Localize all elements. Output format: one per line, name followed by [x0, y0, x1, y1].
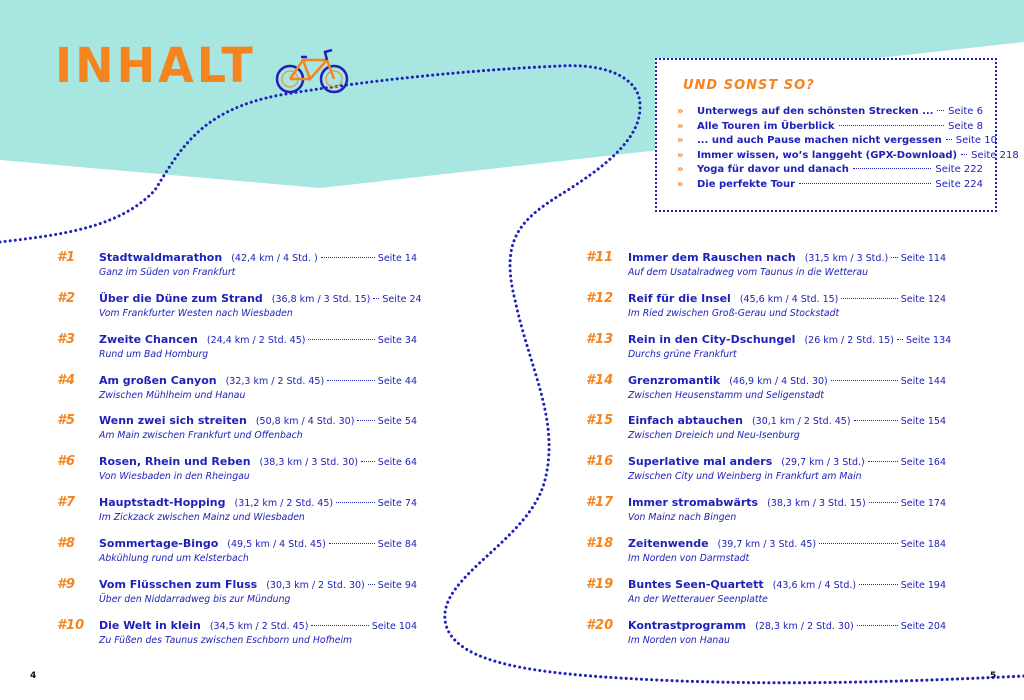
tour-distance: (49,5 km / 4 Std. 45): [227, 539, 326, 550]
chevron-right-icon: »: [677, 149, 684, 161]
leader-dots: [937, 110, 944, 111]
tour-subtitle: Im Norden von Darmstadt: [628, 553, 750, 564]
tour-distance: (46,9 km / 4 Std. 30): [729, 376, 828, 387]
tour-number: #20: [586, 618, 614, 633]
tour-number: #12: [586, 291, 614, 306]
tour-number: #3: [57, 332, 76, 347]
tour-distance: (32,3 km / 2 Std. 45): [225, 376, 325, 387]
tour-line: [99, 578, 417, 591]
tour-entry[interactable]: [57, 332, 417, 370]
tour-title: Sommertage-Bingo: [99, 537, 219, 550]
leader-dots: [799, 183, 931, 184]
tour-title: Am großen Canyon: [99, 374, 217, 387]
tour-distance: (45,6 km / 4 Std. 15): [739, 294, 839, 305]
tour-subtitle: Zwischen Dreieich und Neu-Isenburg: [628, 430, 800, 441]
bicycle-icon: [275, 45, 351, 97]
tour-entry[interactable]: [586, 495, 946, 533]
tour-page: Seite 24: [382, 294, 422, 305]
extra-contents-item[interactable]: [677, 106, 983, 121]
tour-entry[interactable]: [57, 291, 422, 329]
tour-number: #11: [586, 250, 614, 265]
tour-subtitle: Von Wiesbaden in den Rheingau: [99, 471, 250, 482]
item-title: Immer wissen, wo’s langgeht (GPX-Download): [697, 149, 958, 161]
leader-dots: [946, 139, 952, 140]
tour-number: #16: [586, 454, 614, 469]
extra-contents-item[interactable]: [677, 179, 983, 194]
leader-dots: [854, 420, 898, 421]
tour-distance: (28,3 km / 2 Std. 30): [755, 621, 854, 632]
tour-page: Seite 134: [905, 335, 952, 346]
tour-distance: (36,8 km / 3 Std. 15): [271, 294, 371, 305]
tour-distance: (42,4 km / 4 Std. ): [231, 253, 318, 264]
leader-dots: [321, 257, 375, 258]
chevron-right-icon: »: [677, 106, 684, 117]
tour-entry[interactable]: [57, 577, 417, 615]
tour-distance: (30,3 km / 2 Std. 30): [266, 580, 365, 591]
leader-dots: [819, 543, 898, 544]
tour-subtitle: Am Main zwischen Frankfurt und Offenbach: [99, 430, 303, 441]
tour-title: Über die Düne zum Strand: [99, 292, 263, 305]
tour-subtitle: Abkühlung rund um Kelsterbach: [99, 553, 249, 564]
tour-line: [628, 251, 946, 264]
tour-subtitle: Rund um Bad Homburg: [99, 349, 209, 360]
tour-line: [99, 292, 422, 305]
tour-title: Rosen, Rhein und Reben: [99, 455, 251, 468]
tour-subtitle: Im Ried zwischen Groß-Gerau und Stockstadt: [628, 308, 840, 319]
tour-number: #19: [586, 577, 614, 592]
tour-line: [99, 333, 417, 346]
tour-page: Seite 64: [377, 457, 417, 468]
tour-number: #10: [57, 618, 85, 633]
tour-distance: (29,7 km / 3 Std.): [781, 457, 865, 468]
tour-title: Immer dem Rauschen nach: [628, 251, 796, 264]
tour-page: Seite 94: [377, 580, 417, 591]
tour-line: [99, 374, 417, 387]
tour-entry[interactable]: [57, 250, 417, 288]
tour-page: Seite 194: [900, 580, 946, 591]
item-title: Unterwegs auf den schönsten Strecken ...: [697, 106, 934, 117]
tour-line: [628, 537, 946, 550]
item-page: Seite 224: [935, 178, 983, 190]
page-number-right: 5: [990, 671, 997, 681]
tour-title: Hauptstadt-Hopping: [99, 496, 226, 509]
tour-title: Stadtwaldmarathon: [99, 251, 223, 264]
tour-line: [628, 619, 946, 632]
extra-contents-item[interactable]: [677, 121, 983, 136]
extra-contents-box: [655, 58, 1019, 212]
tour-page: Seite 204: [900, 621, 946, 632]
tour-title: Einfach abtauchen: [628, 414, 743, 427]
tour-page: Seite 104: [371, 621, 417, 632]
tour-entry[interactable]: [57, 536, 417, 574]
tour-page: Seite 144: [900, 376, 946, 387]
leader-dots: [357, 420, 374, 421]
tour-number: #17: [586, 495, 614, 510]
tour-distance: (24,4 km / 2 Std. 45): [206, 335, 306, 346]
tour-distance: (43,6 km / 4 Std.): [772, 580, 857, 591]
tour-line: [628, 578, 946, 591]
tour-entry[interactable]: [586, 332, 952, 370]
extra-contents-item[interactable]: [677, 135, 997, 150]
tour-line: [99, 537, 417, 550]
extra-contents-title: UND SONST SO?: [683, 78, 815, 93]
leader-dots: [853, 168, 932, 169]
tour-number: #2: [57, 291, 76, 306]
leader-dots: [368, 584, 375, 585]
tour-title: Immer stromabwärts: [628, 496, 759, 509]
leader-dots: [327, 380, 375, 381]
tour-line: [99, 619, 417, 632]
leader-dots: [839, 125, 945, 126]
tour-number: #14: [586, 373, 614, 388]
tour-entry[interactable]: [57, 413, 417, 451]
tour-subtitle: Zwischen Mühlheim und Hanau: [99, 390, 246, 401]
tour-subtitle: Auf dem Usatalradweg vom Taunus in die Wetterau: [628, 267, 868, 278]
tour-line: [99, 414, 417, 427]
tour-title: Die Welt in klein: [99, 619, 201, 632]
item-title: Yoga für davor und danach: [697, 164, 849, 176]
tour-line: [99, 496, 417, 509]
tour-page: Seite 174: [900, 498, 946, 509]
tour-entry[interactable]: [586, 291, 946, 329]
tour-line: [628, 292, 946, 305]
tour-page: Seite 164: [900, 457, 946, 468]
tour-entry[interactable]: [586, 454, 946, 492]
tour-number: #15: [586, 413, 614, 428]
tour-line: [628, 455, 946, 468]
tour-page: Seite 54: [377, 416, 417, 427]
tour-number: #13: [586, 332, 614, 347]
tour-subtitle: Zwischen City und Weinberg in Frankfurt am Main: [628, 471, 862, 482]
tour-entry[interactable]: [586, 536, 946, 574]
tour-number: #18: [586, 536, 614, 551]
extra-contents-list: [677, 106, 1019, 194]
tour-entry[interactable]: [57, 373, 417, 411]
leader-dots: [857, 625, 898, 626]
tour-distance: (38,3 km / 3 Std. 15): [767, 498, 866, 509]
tour-title: Grenzromantik: [628, 374, 721, 387]
item-title: ... und auch Pause machen nicht vergessen: [697, 135, 942, 147]
leader-dots: [859, 584, 898, 585]
tour-subtitle: Vom Frankfurter Westen nach Wiesbaden: [99, 308, 293, 319]
tour-number: #9: [57, 577, 76, 592]
tour-page: Seite 154: [900, 416, 946, 427]
tour-entry[interactable]: [586, 250, 946, 288]
leader-dots: [831, 380, 898, 381]
tour-distance: (34,5 km / 2 Std. 45): [209, 621, 309, 632]
tour-line: [628, 333, 952, 346]
tour-entry[interactable]: [57, 495, 417, 533]
item-title: Alle Touren im Überblick: [697, 120, 835, 132]
tour-page: Seite 124: [900, 294, 946, 305]
page-title: INHALT: [55, 36, 256, 94]
tour-entry[interactable]: [586, 618, 946, 656]
tour-title: Reif für die Insel: [628, 292, 731, 305]
tour-subtitle: Im Norden von Hanau: [628, 635, 730, 646]
tour-distance: (31,5 km / 3 Std.): [804, 253, 889, 264]
leader-dots: [308, 339, 374, 340]
tour-subtitle: Über den Niddarradweg bis zur Mündung: [99, 594, 291, 605]
leader-dots: [868, 461, 898, 462]
tour-line: [628, 496, 946, 509]
tour-line: [99, 251, 417, 264]
tour-page: Seite 184: [900, 539, 946, 550]
tour-title: Wenn zwei sich streiten: [99, 414, 247, 427]
leader-dots: [841, 298, 897, 299]
tour-number: #4: [57, 373, 76, 388]
item-page: Seite 8: [948, 120, 983, 132]
tour-title: Vom Flüsschen zum Fluss: [99, 578, 258, 591]
tour-page: Seite 74: [377, 498, 417, 509]
tour-entry[interactable]: [586, 413, 946, 451]
page-number-left: 4: [30, 671, 37, 681]
tour-entry[interactable]: [57, 618, 417, 656]
tour-subtitle: Zu Füßen des Taunus zwischen Eschborn und Hofheim: [99, 635, 353, 646]
tour-number: #1: [57, 250, 76, 265]
leader-dots: [961, 154, 967, 155]
extra-contents-item[interactable]: [677, 149, 1019, 165]
tour-subtitle: Von Mainz nach Bingen: [628, 512, 737, 523]
tour-title: Kontrastprogramm: [628, 619, 747, 632]
item-page: Seite 6: [948, 106, 983, 117]
tour-subtitle: An der Wetterauer Seenplatte: [628, 594, 768, 605]
tour-number: #5: [57, 413, 76, 428]
tour-entry[interactable]: [57, 454, 417, 492]
tour-distance: (38,3 km / 3 Std. 30): [259, 457, 359, 468]
tour-entry[interactable]: [586, 577, 946, 615]
tour-number: #7: [57, 495, 76, 510]
leader-dots: [311, 625, 368, 626]
tour-line: [628, 374, 946, 387]
leader-dots: [891, 257, 898, 258]
tour-page: Seite 114: [900, 253, 946, 264]
tour-title: Zeitenwende: [628, 537, 709, 550]
tour-distance: (39,7 km / 3 Std. 45): [717, 539, 817, 550]
tour-page: Seite 84: [377, 539, 417, 550]
leader-dots: [897, 339, 903, 340]
tour-page: Seite 44: [377, 376, 417, 387]
tour-number: #6: [57, 454, 76, 469]
extra-contents-item[interactable]: [677, 164, 983, 179]
tour-entry[interactable]: [586, 373, 946, 411]
chevron-right-icon: »: [677, 120, 684, 132]
tour-title: Superlative mal anders: [628, 455, 773, 468]
leader-dots: [336, 502, 375, 503]
tour-line: [99, 455, 417, 468]
tour-distance: (31,2 km / 2 Std. 45): [234, 498, 334, 509]
chevron-right-icon: »: [677, 164, 684, 176]
tour-distance: (50,8 km / 4 Std. 30): [255, 416, 355, 427]
tour-line: [628, 414, 946, 427]
tour-distance: (30,1 km / 2 Std. 45): [751, 416, 851, 427]
tour-subtitle: Im Zickzack zwischen Mainz und Wiesbaden: [99, 512, 305, 523]
chevron-right-icon: »: [677, 178, 684, 190]
leader-dots: [361, 461, 375, 462]
tour-title: Buntes Seen-Quartett: [628, 578, 764, 591]
leader-dots: [869, 502, 898, 503]
item-title: Die perfekte Tour: [697, 178, 796, 190]
tour-number: #8: [57, 536, 76, 551]
tour-title: Zweite Chancen: [99, 333, 198, 346]
tour-subtitle: Durchs grüne Frankfurt: [628, 349, 737, 360]
leader-dots: [329, 543, 375, 544]
tour-page: Seite 34: [377, 335, 417, 346]
item-page: Seite 222: [935, 164, 983, 176]
item-page: Seite 10: [955, 135, 997, 147]
tour-title: Rein in den City-Dschungel: [628, 333, 796, 346]
chevron-right-icon: »: [677, 135, 684, 147]
leader-dots: [373, 298, 379, 299]
tour-subtitle: Zwischen Heusenstamm und Seligenstadt: [628, 390, 824, 401]
tour-distance: (26 km / 2 Std. 15): [804, 335, 894, 346]
item-page: Seite 218: [971, 149, 1019, 161]
tour-subtitle: Ganz im Süden von Frankfurt: [99, 267, 236, 278]
tour-page: Seite 14: [377, 253, 417, 264]
